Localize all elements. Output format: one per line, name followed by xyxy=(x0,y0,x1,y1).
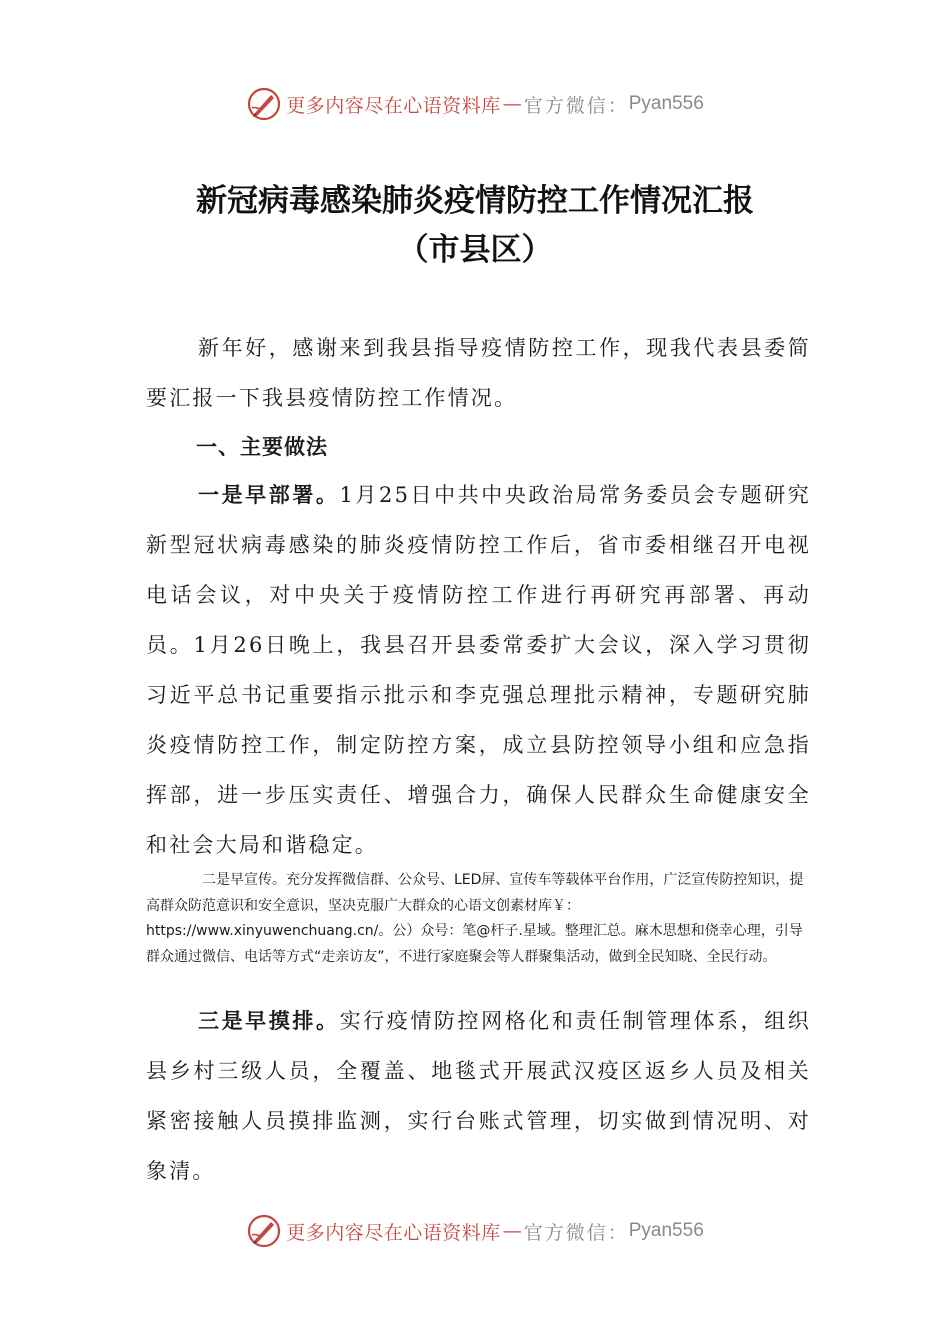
item-1-paragraph xyxy=(146,470,811,870)
footer-watermark xyxy=(0,1211,950,1251)
watermark-slogan: 更多内容尽在心语资料库 xyxy=(286,94,501,117)
watermark-wechat-label: 官方微信： xyxy=(523,94,629,117)
item-1-lead: 一是早部署。 xyxy=(198,482,340,507)
document-title: 新冠病毒感染肺炎疫情防控工作情况汇报 xyxy=(196,183,754,219)
pen-logo-icon xyxy=(246,1213,282,1249)
item-2-paragraph: 二是早宣传。充分发挥微信群、公众号、LED屏、宣传车等载体平台作用，广泛宣传防控知识，提高群众防范意识和安全意识，坚决克服广大群众的心语文创素材库￥：https://www.xinyuwenchuang.cn/。公）众号：笔@杆子.星域。整理汇总。麻木思想和侥幸心理，引导群众通过微信、电话等方式“走亲访友”，不进行家庭聚会等人群聚集活动，做到全民知晓、全民行动。 xyxy=(146,872,804,965)
watermark-dash: — xyxy=(502,93,522,115)
item-3-lead: 三是早摸排。 xyxy=(198,1008,340,1033)
item-3-paragraph xyxy=(146,996,811,1196)
document-subtitle: （市县区） xyxy=(397,232,553,268)
watermark-wechat-id: Pyan556 xyxy=(628,1220,704,1241)
intro-paragraph: 新年好，感谢来到我县指导疫情防控工作，现我代表县委简要汇报一下我县疫情防控工作情况。 xyxy=(146,336,811,410)
header-watermark xyxy=(0,84,950,124)
watermark-slogan: 更多内容尽在心语资料库 xyxy=(286,1221,501,1244)
pen-logo-icon xyxy=(246,86,282,122)
watermark-wechat-label: 官方微信： xyxy=(523,1221,629,1244)
watermark-dash: — xyxy=(502,1220,522,1242)
item-3-body: 实行疫情防控网格化和责任制管理体系，组织县乡村三级人员，全覆盖、地毯式开展武汉疫区返乡人员及相关紧密接触人员摸排监测，实行台账式管理，切实做到情况明、对象清。 xyxy=(146,1009,812,1183)
section-heading: 一、主要做法 xyxy=(196,435,328,459)
watermark-wechat-id: Pyan556 xyxy=(628,93,704,114)
item-1-body: 1月25日中共中央政治局常务委员会专题研究新型冠状病毒感染的肺炎疫情防控工作后，省市委相继召开电视电话会议，对中央关于疫情防控工作进行再研究再部署、再动员。1月26日晚上，我县召开县委常委扩大会议，深入学习贯彻习近平总书记重要指示批示和李克强总理批示精神，专题研究肺炎疫情防控工作，制定防控方案，成立县防控领导小组和应急指挥部，进一步压实责任、增强合力，确保人民群众生命健康安全和社会大局和谐稳定。 xyxy=(146,483,811,857)
